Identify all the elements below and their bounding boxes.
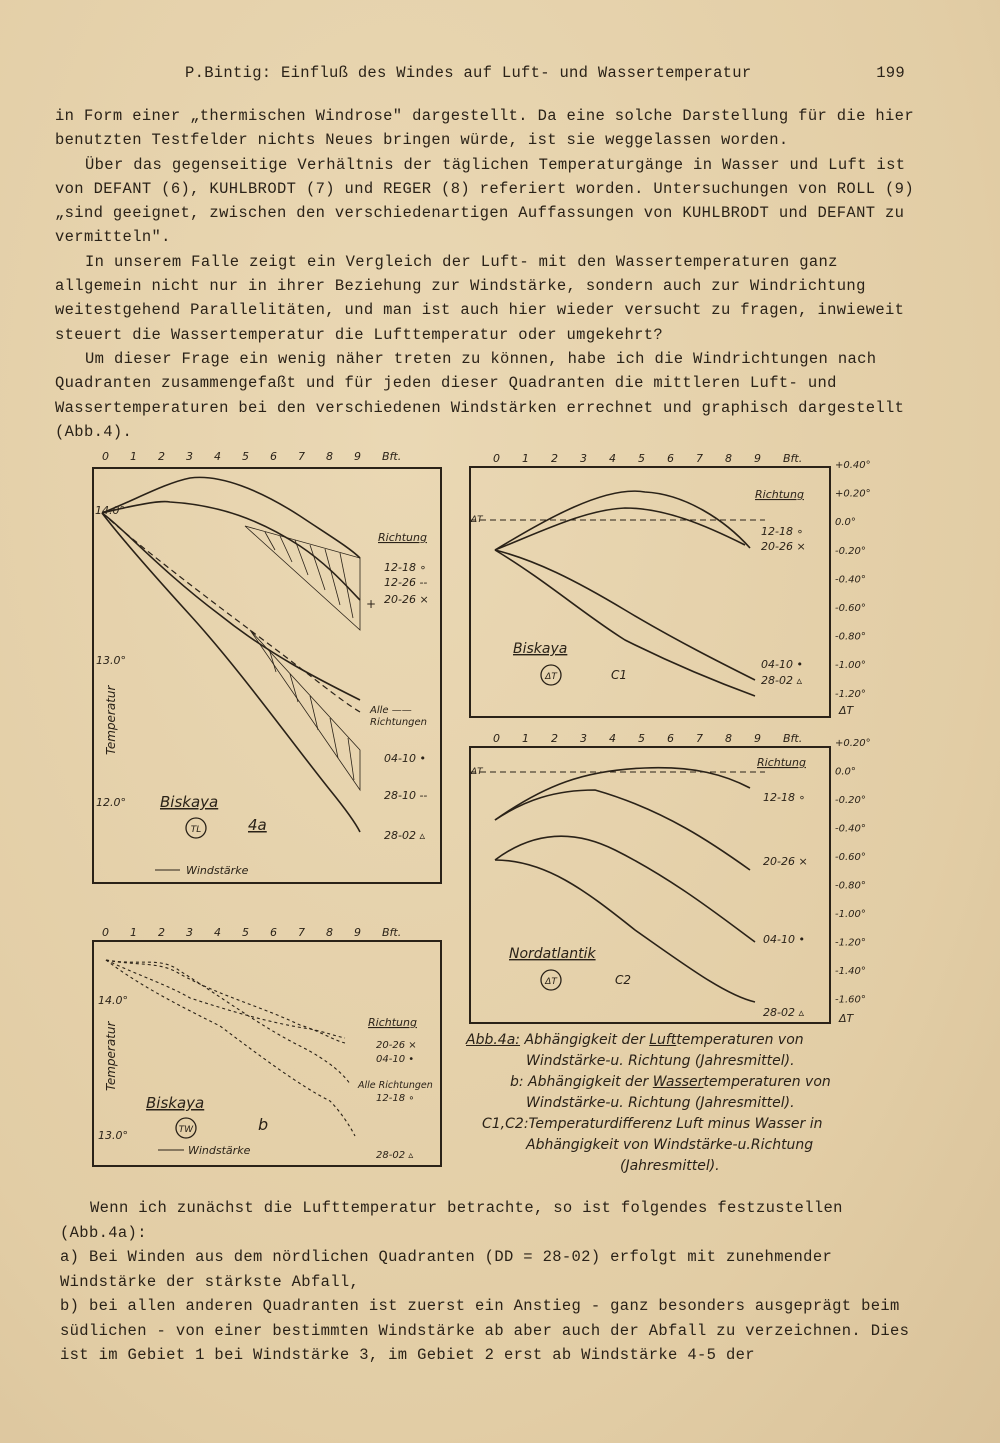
x-tick-label: 2 (551, 452, 558, 465)
area-label: Nordatlantik (509, 946, 596, 962)
series-line (495, 491, 750, 550)
intro-text (55, 104, 915, 444)
x-tick-label: 8 (725, 732, 732, 745)
y-label: 13.0° (96, 654, 126, 667)
y-tick-label: -1.00° (835, 909, 866, 920)
paragraph: Wenn ich zunächst die Lufttemperatur betrachte, so ist folgendes festzustellen (Abb.4a): (60, 1199, 843, 1242)
caption-line: Windstärke-u. Richtung (Jahresmittel). (526, 1095, 795, 1111)
caption-line (466, 1030, 886, 1051)
x-tick-label: 0 (493, 732, 500, 745)
y-tick-label: -0.60° (835, 603, 866, 614)
panel-label: 4a (248, 816, 267, 834)
paragraph: In unserem Falle zeigt ein Vergleich der Luft- mit den Wassertemperaturen ganz allgemein nicht nur in ihrer Beziehung zur Windstärke, sondern auch zur Windrichtung weitestgehend Parallelitäten, und man ist auch hier wieder versucht zu fragen, inwieweit steuert die Wassertemperatur die Lufttemperatur oder umgekehrt? (55, 252, 905, 344)
caption-text: Abhängigkeit der (523, 1074, 653, 1090)
y-tick-label: -1.20° (835, 937, 866, 949)
paragraph: a) Bei Winden aus dem nördlichen Quadranten (DD = 28-02) erfolgt mit zunehmender Windstärke der stärkste Abfall, (60, 1248, 833, 1291)
panel-label: C2 (615, 973, 632, 987)
legend-item: 04-10 • (384, 752, 426, 765)
caption-text: temperaturen von (676, 1032, 804, 1048)
area-label: Biskaya (146, 1094, 205, 1112)
legend-item: Alle —— (370, 705, 412, 716)
y-axis-label: ΔT (839, 1012, 854, 1025)
running-header (185, 64, 905, 82)
x-tick-label: 9 (754, 452, 761, 465)
legend-item: 28-02 ▵ (763, 1006, 804, 1019)
caption-emph: Luft (649, 1032, 677, 1048)
x-tick-label: 5 (242, 450, 249, 463)
x-axis-label: Windstärke (188, 1144, 251, 1157)
x-tick-label: 6 (667, 732, 674, 745)
legend-item: 12-18 ∘ (763, 791, 806, 804)
x-tick-label: 5 (638, 452, 645, 465)
x-tick-label: 0 (102, 926, 109, 939)
y-axis-label: Temperatur (104, 685, 118, 755)
y-tick-label: -1.00° (835, 660, 866, 672)
figure-4a (60, 450, 460, 895)
x-tick-label: 4 (609, 732, 616, 745)
y-tick-label: 0.0° (835, 517, 856, 529)
y-tick-label: -0.60° (835, 852, 866, 863)
caption-emph: Wasser (652, 1074, 704, 1090)
symbol-label: TW (178, 1125, 194, 1135)
legend-item: 12-18 ∘ (761, 525, 804, 538)
area-label: Biskaya (160, 793, 219, 811)
x-tick-label: 1 (130, 450, 137, 463)
x-tick-label: 6 (270, 926, 277, 939)
y-axis-label: Temperatur (104, 1021, 118, 1091)
caption-text: Temperaturdifferenz Luft minus Wasser in (528, 1116, 823, 1132)
paragraph: Über das gegenseitige Verhältnis der täglichen Temperaturgänge in Wasser und Luft ist von DEFANT (6), KUHLBRODT (7) und REGER (8) referiert worden. Untersuchungen von ROLL (9) „sind geeignet, zwischen den verschiedenartigen Auffassungen von KUHLBRODT und DEFANT zu vermitteln". (55, 155, 914, 247)
legend-item: 28-02 ▵ (384, 829, 425, 842)
caption-line (466, 1072, 886, 1093)
delta-label: ΔT (471, 767, 483, 777)
y-tick-label: -0.40° (835, 823, 866, 835)
x-tick-label: 5 (638, 732, 645, 745)
series-line (106, 960, 355, 1136)
caption-line: Abhängigkeit von Windstärke-u.Richtung (526, 1137, 814, 1153)
x-tick-label: Bft. (783, 452, 803, 465)
x-tick-label: Bft. (783, 732, 803, 745)
figure-caption (466, 1030, 886, 1177)
x-tick-label: 0 (493, 452, 500, 465)
running-title: P.Bintig: Einfluß des Windes auf Luft- und Wassertemperatur (185, 64, 752, 82)
legend-item: 04-10 • (763, 933, 805, 946)
hatched-band (245, 526, 360, 630)
x-tick-label: 2 (551, 732, 558, 745)
figure-4b-svg (60, 926, 460, 1166)
y-tick-label: -0.20° (835, 795, 866, 806)
y-label: 13.0° (98, 1129, 128, 1142)
caption-line: Windstärke-u. Richtung (Jahresmittel). (526, 1053, 795, 1069)
legend-item: 04-10 • (761, 658, 803, 671)
x-tick-label: 6 (667, 452, 674, 465)
x-axis-label: Windstärke (186, 864, 249, 877)
x-tick-label: 9 (754, 732, 761, 745)
y-tick-label: +0.20° (835, 738, 871, 749)
y-axis-label: ΔT (839, 704, 854, 717)
outro-text (60, 1196, 920, 1368)
y-tick-label: -0.40° (835, 574, 866, 586)
series-line (102, 513, 360, 700)
series-line (495, 768, 750, 820)
delta-label: ΔT (471, 515, 483, 525)
legend-item: 28-02 ▵ (376, 1150, 414, 1161)
hatched-band (250, 630, 360, 790)
plus-sign: + (366, 597, 377, 611)
paragraph: Um dieser Frage ein wenig näher treten zu können, habe ich die Windrichtungen nach Quadranten zusammengefaßt und für jeden dieser Quadranten die mittleren Luft- und Wassertemperaturen bei den verschiedenen Windstärken errechnet und graphisch dargestellt (Abb.4). (55, 349, 905, 441)
x-tick-label: 0 (102, 450, 109, 463)
x-tick-label: 1 (130, 926, 137, 939)
figure-4a-svg (60, 450, 460, 890)
series-line (495, 550, 755, 680)
x-tick-label: 1 (522, 732, 529, 745)
panel-label: C1 (611, 668, 628, 682)
x-tick-label: 9 (354, 926, 361, 939)
legend-item: 12-26 -- (384, 576, 428, 589)
figure-c2-svg (465, 730, 885, 1030)
series-line (106, 960, 345, 1038)
legend-title: Richtung (378, 531, 427, 544)
x-tick-label: 1 (522, 452, 529, 465)
legend-title: Richtung (755, 488, 804, 501)
legend-item: 28-10 -- (384, 789, 428, 802)
x-tick-label: 3 (580, 452, 587, 465)
x-tick-label: 2 (158, 450, 165, 463)
x-tick-label: 8 (326, 926, 333, 939)
x-tick-label: 3 (580, 732, 587, 745)
figure-c1 (465, 450, 885, 725)
series-line (102, 502, 360, 600)
figure-c2 (465, 730, 885, 1035)
x-tick-label: 7 (696, 732, 703, 745)
x-tick-label: 7 (696, 452, 703, 465)
y-tick-label: -1.60° (835, 994, 866, 1006)
series-line (102, 513, 360, 832)
x-tick-label: 4 (214, 926, 221, 939)
caption-label: C1,C2: (482, 1116, 529, 1132)
series-line (495, 790, 750, 870)
caption-text: temperaturen von (703, 1074, 831, 1090)
x-tick-label: 4 (214, 450, 221, 463)
y-tick-label: -0.20° (835, 545, 866, 557)
x-tick-label: 9 (354, 450, 361, 463)
symbol-label: ΔT (545, 977, 557, 987)
y-tick-label: -0.80° (835, 880, 866, 892)
legend-item: 20-26 × (763, 855, 808, 868)
x-tick-label: 7 (298, 926, 305, 939)
area-label: Biskaya (513, 641, 568, 657)
y-tick-label: -1.20° (835, 688, 866, 700)
x-tick-label: 8 (326, 450, 333, 463)
legend-item: 28-02 ▵ (761, 674, 802, 687)
y-tick-label: -1.40° (835, 966, 866, 977)
y-tick-label: +0.20° (835, 488, 871, 500)
paragraph: b) bei allen anderen Quadranten ist zuerst ein Anstieg - ganz besonders ausgeprägt beim südlichen - von einer bestimmten Windstärke ab aber auch der Abfall zu verzeichnen. Dies ist im Gebiet 1 bei Windstärke 3, im Gebiet 2 erst ab Windstärke 4-5 der (60, 1297, 910, 1364)
legend-item: 04-10 • (376, 1054, 415, 1065)
caption-line: (Jahresmittel). (620, 1158, 720, 1174)
caption-label: Abb.4a: (466, 1032, 521, 1048)
x-tick-label: 6 (270, 450, 277, 463)
symbol-label: ΔT (545, 672, 557, 682)
figure-4b (60, 926, 460, 1171)
legend-item: 12-18 ∘ (376, 1093, 415, 1104)
legend-item: 12-18 ∘ (384, 561, 427, 574)
y-tick-label: -0.80° (835, 631, 866, 643)
series-line (102, 513, 360, 712)
x-tick-label: 5 (242, 926, 249, 939)
caption-label: b: (510, 1074, 524, 1090)
series-line (495, 836, 755, 942)
x-tick-label: 3 (186, 926, 193, 939)
x-tick-label: Bft. (382, 450, 402, 463)
panel-label: b (258, 1115, 269, 1134)
x-tick-label: Bft. (382, 926, 402, 939)
x-tick-label: 8 (725, 452, 732, 465)
legend-title: Richtung (757, 756, 806, 769)
page-number: 199 (876, 64, 905, 82)
caption-text: Abhängigkeit der (520, 1032, 650, 1048)
caption-line (466, 1114, 886, 1135)
legend-item: 20-26 × (376, 1040, 417, 1051)
legend-item: Alle Richtungen (358, 1080, 433, 1091)
y-label: 12.0° (96, 796, 126, 809)
x-tick-label: 2 (158, 926, 165, 939)
x-tick-label: 7 (298, 450, 305, 463)
y-tick-label: +0.40° (835, 460, 871, 471)
paragraph: in Form einer „thermischen Windrose" dargestellt. Da eine solche Darstellung für die hier benutzten Testfelder nichts Neues bringen würde, ist sie weggelassen worden. (55, 107, 914, 150)
legend-title: Richtung (368, 1016, 417, 1029)
series-line (106, 960, 350, 1084)
plot-frame (470, 747, 830, 1023)
symbol-label: TL (190, 825, 202, 835)
x-tick-label: 4 (609, 452, 616, 465)
y-label: 14.0° (98, 994, 128, 1007)
x-tick-label: 3 (186, 450, 193, 463)
legend-item: 20-26 × (761, 540, 806, 553)
y-label: 14.0° (95, 504, 125, 517)
legend-item: 20-26 × (384, 593, 429, 606)
legend-item: Richtungen (370, 717, 427, 728)
figure-c1-svg (465, 450, 885, 720)
y-tick-label: 0.0° (835, 766, 856, 778)
